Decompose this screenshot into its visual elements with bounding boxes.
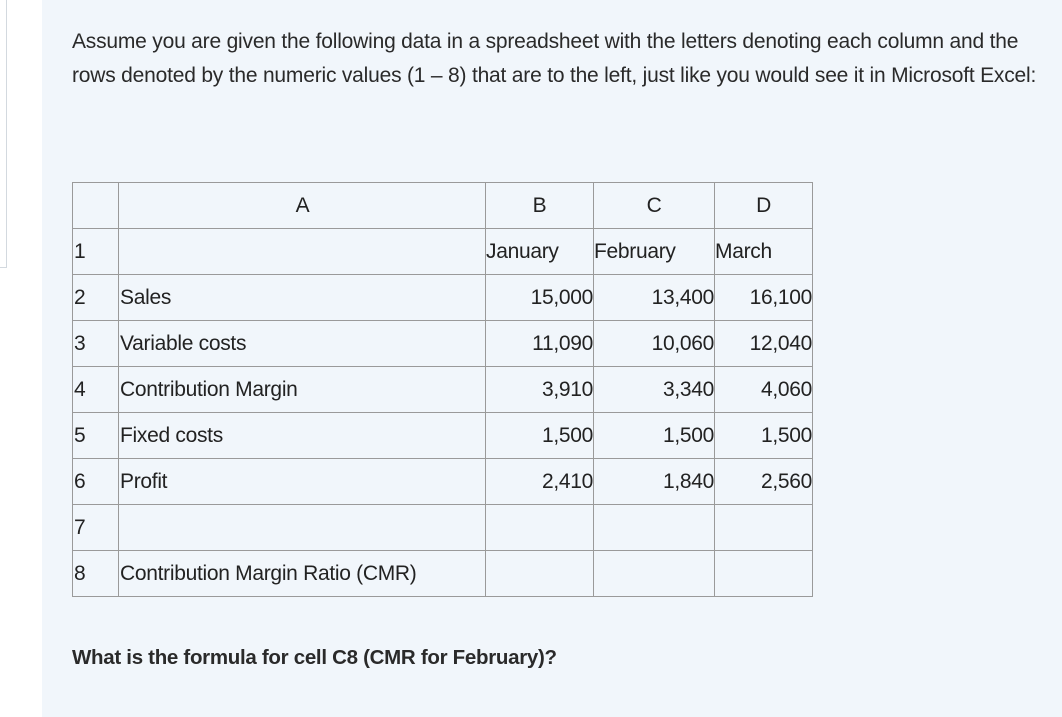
cell-b2: 15,000 bbox=[486, 275, 594, 321]
cell-c7 bbox=[594, 505, 715, 551]
table-row bbox=[73, 229, 813, 275]
row-number: 5 bbox=[73, 413, 119, 459]
cell-b6: 2,410 bbox=[486, 459, 594, 505]
cell-c3: 10,060 bbox=[594, 321, 715, 367]
table-row bbox=[73, 551, 813, 597]
row-number: 7 bbox=[73, 505, 119, 551]
cell-a4: Contribution Margin bbox=[119, 367, 486, 413]
cell-d8 bbox=[715, 551, 813, 597]
cell-a2: Sales bbox=[119, 275, 486, 321]
row-number: 4 bbox=[73, 367, 119, 413]
cell-b8 bbox=[486, 551, 594, 597]
table-row bbox=[73, 367, 813, 413]
cell-d2: 16,100 bbox=[715, 275, 813, 321]
cell-b5: 1,500 bbox=[486, 413, 594, 459]
cell-c4: 3,340 bbox=[594, 367, 715, 413]
table-row bbox=[73, 275, 813, 321]
row-number: 2 bbox=[73, 275, 119, 321]
table-row bbox=[73, 413, 813, 459]
corner-cell bbox=[73, 183, 119, 229]
cell-a5: Fixed costs bbox=[119, 413, 486, 459]
spreadsheet-table bbox=[72, 182, 813, 597]
intro-paragraph: Assume you are given the following data in a spreadsheet with the letters denoting each column and the rows denoted by the numeric values (1 – 8) that are to the left, just like you would see it in Microsoft Excel: bbox=[72, 30, 1037, 87]
cell-d7 bbox=[715, 505, 813, 551]
table-row bbox=[73, 321, 813, 367]
cell-b4: 3,910 bbox=[486, 367, 594, 413]
table-row bbox=[73, 505, 813, 551]
column-header-c: C bbox=[594, 183, 715, 229]
cell-c1: February bbox=[594, 229, 715, 275]
cell-c6: 1,840 bbox=[594, 459, 715, 505]
cell-b3: 11,090 bbox=[486, 321, 594, 367]
cell-a6: Profit bbox=[119, 459, 486, 505]
column-header-a: A bbox=[119, 183, 486, 229]
adjacent-panel-edge bbox=[0, 0, 7, 268]
row-number: 6 bbox=[73, 459, 119, 505]
cell-d4: 4,060 bbox=[715, 367, 813, 413]
question-panel bbox=[42, 0, 1062, 717]
column-header-row bbox=[73, 183, 813, 229]
cell-d1: March bbox=[715, 229, 813, 275]
cell-d3: 12,040 bbox=[715, 321, 813, 367]
row-number: 1 bbox=[73, 229, 119, 275]
column-header-b: B bbox=[486, 183, 594, 229]
cell-a8: Contribution Margin Ratio (CMR) bbox=[119, 551, 486, 597]
cell-b1: January bbox=[486, 229, 594, 275]
cell-c2: 13,400 bbox=[594, 275, 715, 321]
column-header-d: D bbox=[715, 183, 813, 229]
question-text: What is the formula for cell C8 (CMR for February)? bbox=[72, 646, 557, 669]
table-row bbox=[73, 459, 813, 505]
cell-a1 bbox=[119, 229, 486, 275]
cell-d5: 1,500 bbox=[715, 413, 813, 459]
cell-a7 bbox=[119, 505, 486, 551]
row-number: 3 bbox=[73, 321, 119, 367]
cell-d6: 2,560 bbox=[715, 459, 813, 505]
cell-c5: 1,500 bbox=[594, 413, 715, 459]
row-number: 8 bbox=[73, 551, 119, 597]
cell-a3: Variable costs bbox=[119, 321, 486, 367]
cell-c8 bbox=[594, 551, 715, 597]
cell-b7 bbox=[486, 505, 594, 551]
